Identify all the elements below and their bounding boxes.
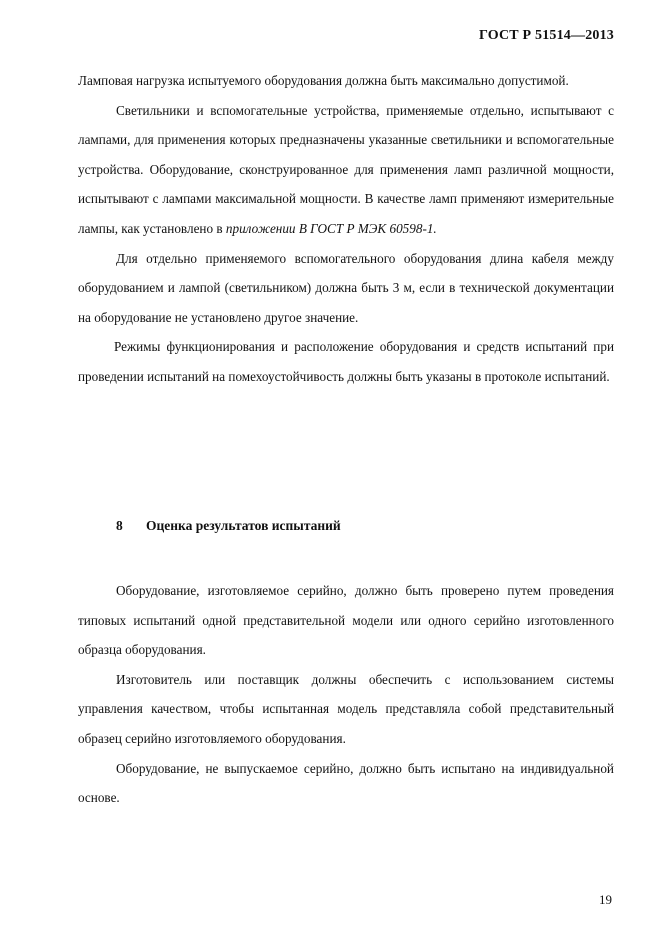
body-text-block-2	[78, 576, 614, 813]
paragraph-cable-length: Для отдельно применяемого вспомогательного оборудования длина кабеля между оборудованием и лампой (светильником) должна быть 3 м, если в технической документации на оборудование не установлено другое значение.	[78, 250, 614, 325]
paragraph-serial-equipment: Оборудование, изготовляемое серийно, должно быть проверено путем проведения типовых испытаний одной представительной модели или одного серийно изготовленного образца оборудования.	[78, 583, 614, 658]
page-number: 19	[599, 892, 612, 907]
paragraph-lamp-load: Ламповая нагрузка испытуемого оборудования должна быть максимально допустимой.	[78, 73, 569, 88]
paragraph-non-serial: Оборудование, не выпускаемое серийно, должно быть испытано на индивидуальной основе.	[78, 760, 614, 806]
paragraph-operating-modes: Режимы функционирования и расположение оборудования и средств испытаний при проведении испытаний на помехоустойчивость должны быть указаны в протоколе испытаний.	[78, 339, 614, 384]
standard-reference: приложении В ГОСТ Р МЭК 60598-1.	[225, 220, 437, 236]
paragraph-luminaires	[78, 96, 614, 244]
body-text-block-1	[78, 66, 614, 392]
document-header	[479, 28, 614, 44]
paragraph-luminaires-text: Светильники и вспомогательные устройства, применяемые отдельно, испытывают с лампами, для применения которых предназначены указанные светильники и вспомогательные устройства. Оборудование, сконструированное для применения ламп различной мощности, испытывают с лампами максимальной мощности. В качестве ламп применяют измерительные лампы, как установлено в	[78, 102, 614, 236]
document-id: ГОСТ Р 51514—2013	[478, 28, 614, 43]
section-title: Оценка результатов испытаний	[146, 518, 341, 533]
paragraph-manufacturer: Изготовитель или поставщик должны обеспечить с использованием системы управления качеством, чтобы испытанная модель представляла собой представительный образец серийно изготовляемого оборудования.	[78, 671, 614, 746]
section-number: 8	[116, 518, 123, 533]
section-heading	[116, 518, 341, 534]
